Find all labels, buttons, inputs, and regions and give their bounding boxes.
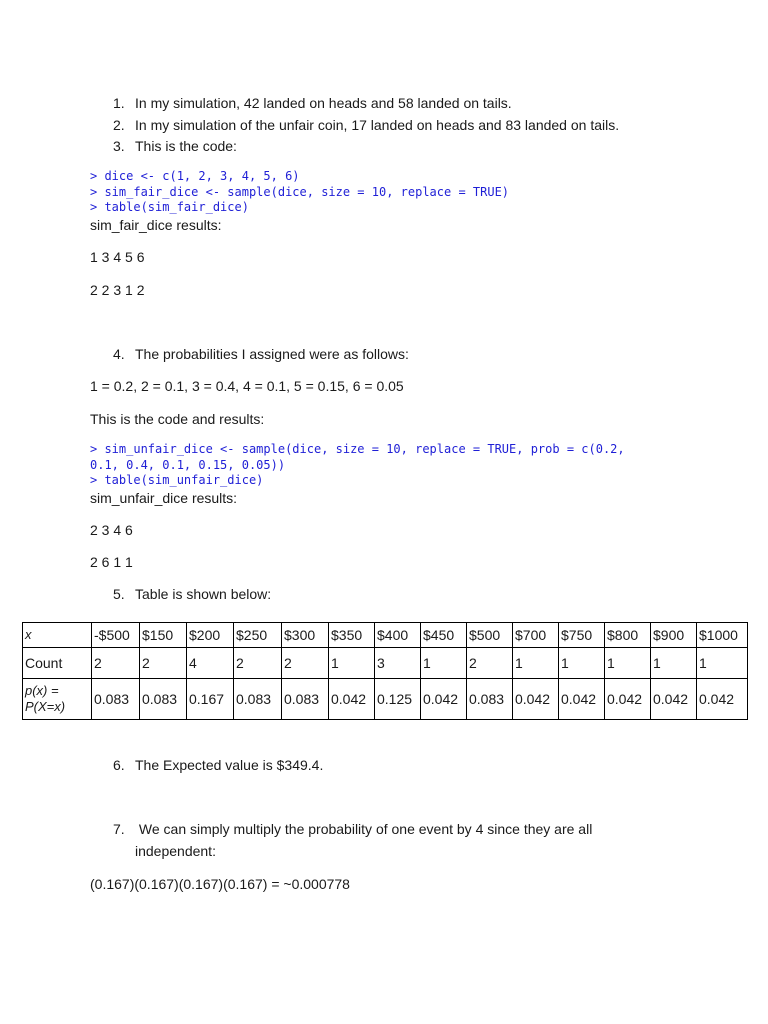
table-cell: 1 (329, 648, 375, 679)
table-cell: 4 (187, 648, 234, 679)
table-cell: 0.083 (282, 679, 329, 720)
row-label-x: x (23, 623, 92, 648)
list-item-6 (113, 754, 323, 776)
table-cell: -$500 (92, 623, 140, 648)
table-cell: 0.167 (187, 679, 234, 720)
table-cell: 0.042 (329, 679, 375, 720)
table-cell: 1 (697, 648, 748, 679)
list-item-4 (113, 343, 409, 365)
code-line: > table(sim_unfair_dice) (90, 473, 264, 487)
list-text: The probabilities I assigned were as follows: (135, 346, 409, 362)
table-cell: 0.083 (92, 679, 140, 720)
list-text: This is the code: (135, 138, 237, 154)
table-cell: 0.042 (697, 679, 748, 720)
list-number: 6. (113, 757, 125, 773)
row-label-probability: p(x) = P(X=x) (23, 679, 92, 720)
table-cell: $250 (234, 623, 282, 648)
table-row-x (23, 623, 748, 648)
fair-results-label: sim_fair_dice results: (90, 217, 222, 233)
table-cell: $450 (421, 623, 467, 648)
table-cell: $800 (605, 623, 651, 648)
table-cell: $150 (140, 623, 187, 648)
table-cell: $300 (282, 623, 329, 648)
list-text: In my simulation, 42 landed on heads and 58 landed on tails. (135, 95, 512, 111)
code-line: > table(sim_fair_dice) (90, 200, 249, 214)
table-cell: $500 (467, 623, 513, 648)
table-cell: $1000 (697, 623, 748, 648)
row-label-count: Count (23, 648, 92, 679)
code-line: > sim_unfair_dice <- sample(dice, size = 10, replace = TRUE, prob = c(0.2, (90, 442, 625, 456)
table-cell: 1 (559, 648, 605, 679)
list-number: 3. (113, 138, 125, 154)
probabilities-line: 1 = 0.2, 2 = 0.1, 3 = 0.4, 4 = 0.1, 5 = 0.15, 6 = 0.05 (90, 378, 404, 394)
table-cell: $900 (651, 623, 697, 648)
list-number: 2. (113, 117, 125, 133)
table-row-count (23, 648, 748, 679)
table-cell: 0.125 (375, 679, 421, 720)
list-text: Table is shown below: (135, 586, 272, 602)
table-cell: 1 (651, 648, 697, 679)
table-cell: $350 (329, 623, 375, 648)
list-item-2 (113, 114, 619, 136)
table-cell: $700 (513, 623, 559, 648)
table-cell: 1 (513, 648, 559, 679)
unfair-results-counts: 2 6 1 1 (90, 554, 133, 570)
code-intro: This is the code and results: (90, 411, 265, 427)
table-cell: 2 (467, 648, 513, 679)
table-row-probability (23, 679, 748, 720)
table-cell: 1 (421, 648, 467, 679)
list-text: We can simply multiply the probability of one event by 4 since they are all independent: (135, 821, 597, 859)
table-cell: $750 (559, 623, 605, 648)
unfair-results-values: 2 3 4 6 (90, 522, 133, 538)
table-cell: 0.042 (421, 679, 467, 720)
code-block-fair-dice (90, 169, 509, 216)
code-line: 0.1, 0.4, 0.1, 0.15, 0.05)) (90, 457, 286, 472)
table-cell: 0.083 (234, 679, 282, 720)
table-cell: 0.083 (467, 679, 513, 720)
table-cell: 2 (282, 648, 329, 679)
table-cell: 0.042 (605, 679, 651, 720)
list-number: 5. (113, 586, 125, 602)
table-cell: 2 (92, 648, 140, 679)
table-cell: 3 (375, 648, 421, 679)
table-cell: $400 (375, 623, 421, 648)
fair-results-counts: 2 2 3 1 2 (90, 282, 145, 298)
table-cell: 0.042 (651, 679, 697, 720)
list-text: In my simulation of the unfair coin, 17 landed on heads and 83 landed on tails. (135, 117, 620, 133)
list-number: 1. (113, 95, 125, 111)
table-cell: 2 (140, 648, 187, 679)
table-cell: 0.042 (559, 679, 605, 720)
table-cell: 1 (605, 648, 651, 679)
list-number: 7. (113, 821, 125, 837)
code-line: > dice <- c(1, 2, 3, 4, 5, 6) (90, 169, 300, 183)
fair-results-values: 1 3 4 5 6 (90, 249, 145, 265)
code-line: > sim_fair_dice <- sample(dice, size = 10, replace = TRUE) (90, 184, 510, 199)
table-cell: 2 (234, 648, 282, 679)
list-item-3 (113, 135, 237, 157)
list-item-1 (113, 92, 512, 114)
code-block-unfair-dice (90, 442, 625, 489)
list-item-5 (113, 583, 271, 605)
list-number: 4. (113, 346, 125, 362)
table-cell: 0.042 (513, 679, 559, 720)
table-cell: $200 (187, 623, 234, 648)
table-cell: 0.083 (140, 679, 187, 720)
unfair-results-label: sim_unfair_dice results: (90, 490, 238, 506)
final-calculation: (0.167)(0.167)(0.167)(0.167) = ~0.000778 (90, 876, 350, 892)
list-text: The Expected value is $349.4. (135, 757, 324, 773)
list-item-7 (113, 818, 653, 862)
probability-table (22, 622, 748, 720)
